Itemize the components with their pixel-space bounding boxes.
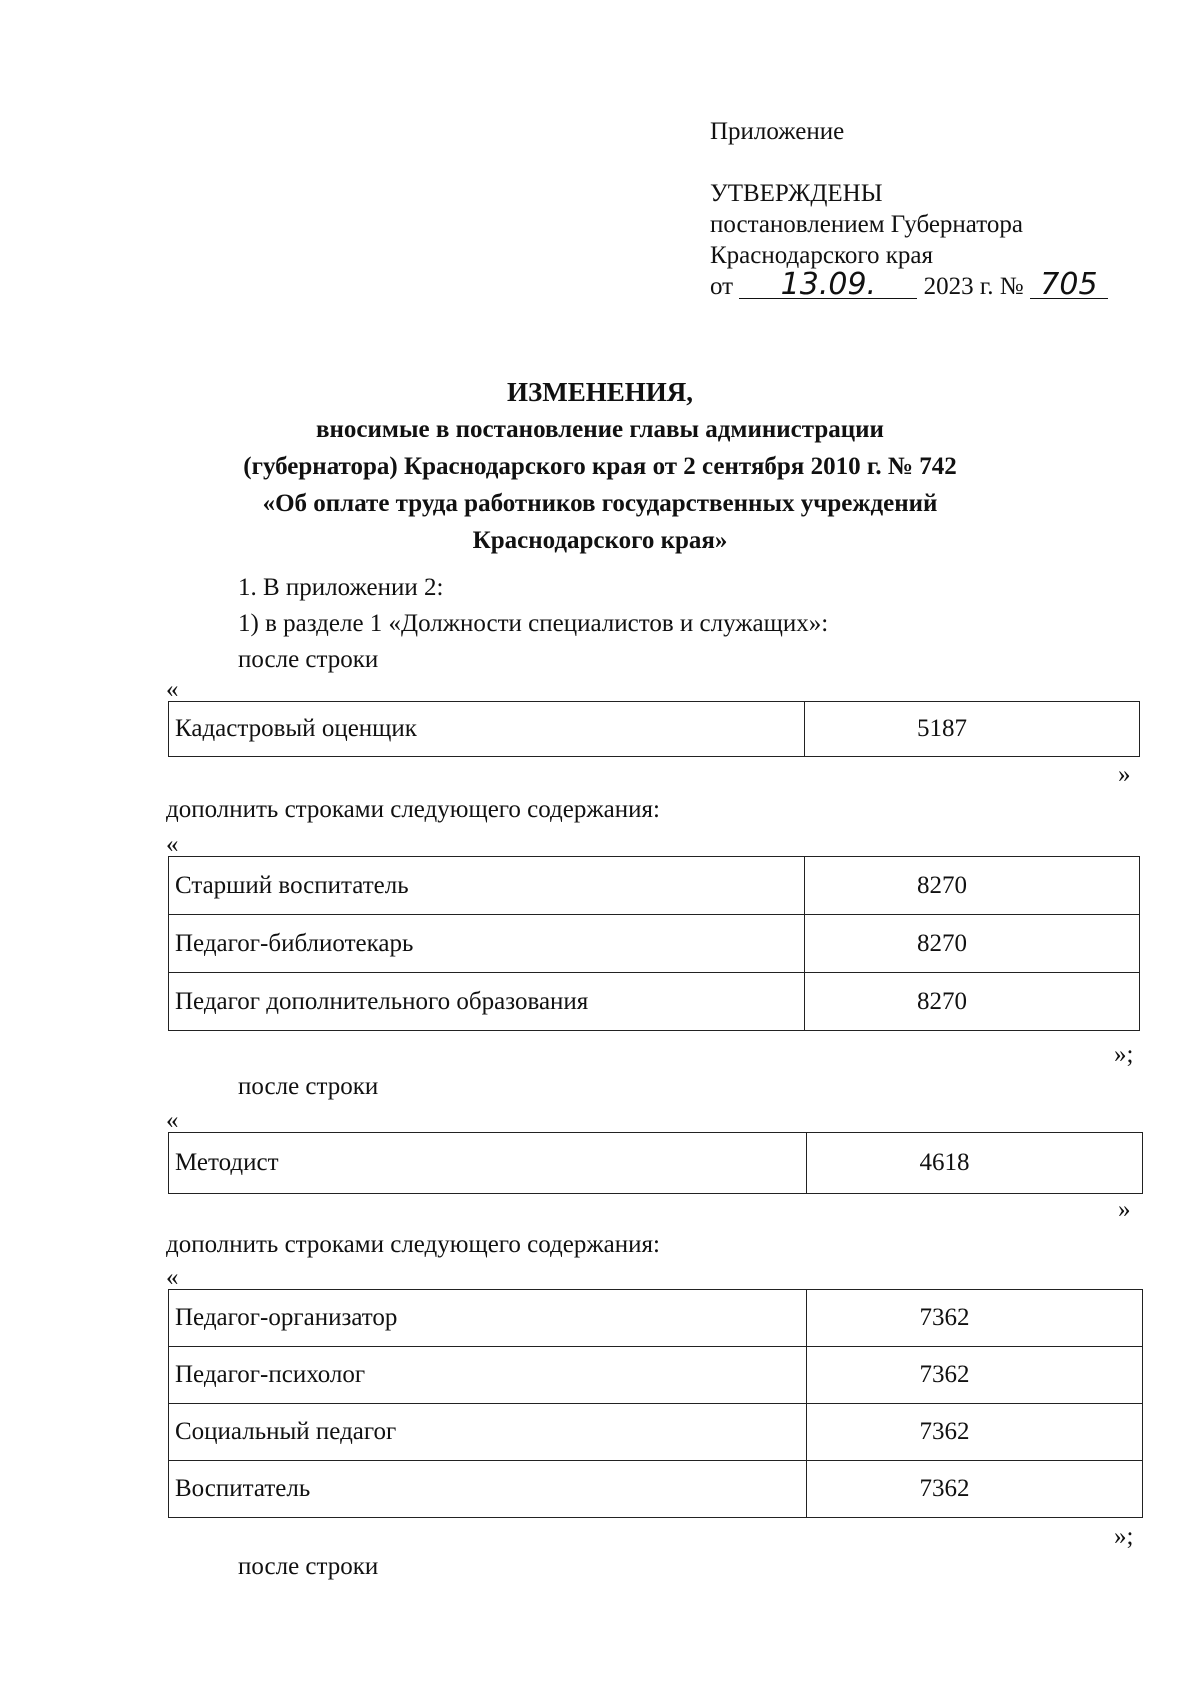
close-quote-1: » [1118,761,1131,788]
title-line-3: (губернатора) Краснодарского края от 2 сентября 2010 г. № 742 [243,453,957,480]
title-line-2: вносимые в постановление главы администрации [316,416,884,443]
close-quote-4: »; [1114,1523,1134,1550]
salary-cell: 4618 [807,1133,1143,1194]
approval-block [710,116,1108,302]
table-row [169,1133,1143,1194]
table-row [169,1347,1143,1404]
region-label: Краснодарского края [710,242,933,269]
year-text: 2023 г. № [923,273,1024,300]
title-line-1: ИЗМЕНЕНИЯ, [506,377,693,407]
appendix-label: Приложение [710,118,845,145]
table-4 [168,1289,1143,1518]
approved-label: УТВЕРЖДЕНЫ [710,180,883,207]
add-rows-2: дополнить строками следующего содержания: [166,1231,660,1258]
date-handwritten: 13.09. [739,272,917,299]
after-row-1: после строки [238,646,379,673]
table-row [169,973,1140,1031]
position-cell: Педагог-библиотекарь [169,915,805,973]
position-cell: Кадастровый оценщик [169,702,805,757]
table-2 [168,856,1140,1031]
salary-cell: 7362 [807,1404,1143,1461]
title-line-4: «Об оплате труда работников государственных учреждений [262,490,938,517]
approved-by-label: постановлением Губернатора [710,211,1023,238]
date-line [710,267,1108,302]
salary-cell: 8270 [805,915,1140,973]
close-quote-3: » [1118,1196,1131,1223]
table-3 [168,1132,1143,1194]
open-quote-2: « [166,831,179,858]
title-line-5: Краснодарского края» [472,527,728,554]
table-row [169,1461,1143,1518]
open-quote-1: « [166,676,179,703]
paragraph-1: 1. В приложении 2: [238,574,444,601]
position-cell: Педагог-психолог [169,1347,807,1404]
position-cell: Методист [169,1133,807,1194]
position-cell: Педагог-организатор [169,1290,807,1347]
open-quote-3: « [166,1107,179,1134]
table-row [169,857,1140,915]
close-quote-2: »; [1114,1041,1134,1068]
position-cell: Педагог дополнительного образования [169,973,805,1031]
table-row [169,1404,1143,1461]
table-row [169,702,1140,757]
position-cell: Старший воспитатель [169,857,805,915]
salary-cell: 7362 [807,1461,1143,1518]
position-cell: Социальный педагог [169,1404,807,1461]
table-1 [168,701,1140,757]
position-cell: Воспитатель [169,1461,807,1518]
number-handwritten: 705 [1030,272,1108,299]
salary-cell: 7362 [807,1347,1143,1404]
salary-cell: 8270 [805,973,1140,1031]
open-quote-4: « [166,1264,179,1291]
add-rows-1: дополнить строками следующего содержания: [166,796,660,823]
after-row-2: после строки [238,1073,379,1100]
salary-cell: 7362 [807,1290,1143,1347]
document-title [0,374,1200,559]
salary-cell: 8270 [805,857,1140,915]
table-row [169,1290,1143,1347]
salary-cell: 5187 [805,702,1140,757]
paragraph-2: 1) в разделе 1 «Должности специалистов и служащих»: [238,610,829,637]
table-row [169,915,1140,973]
after-row-3: после строки [238,1553,379,1580]
date-prefix: от [710,273,734,300]
